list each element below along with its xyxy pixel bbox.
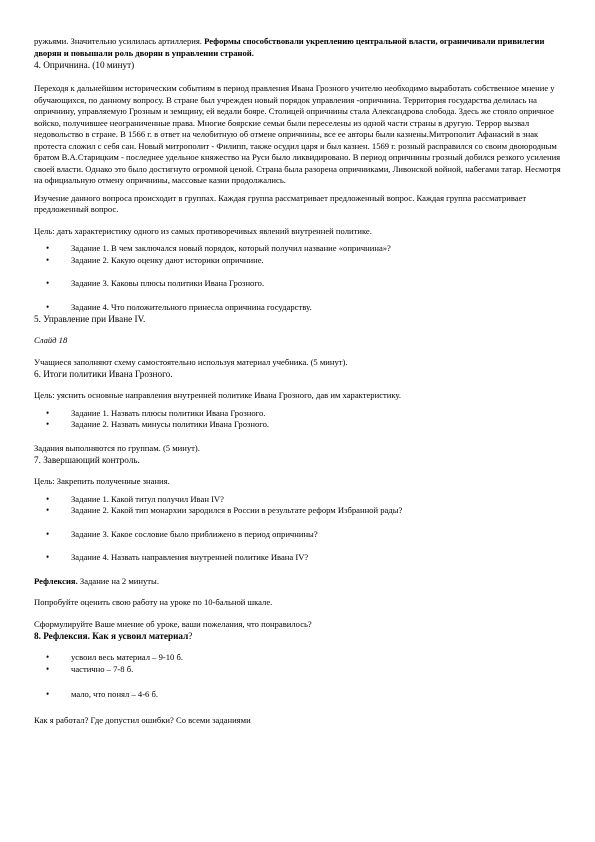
reflection-bold-label: Рефлексия. — [34, 575, 78, 586]
section-4-heading: 4. Опричнина. (10 минут) — [34, 60, 135, 70]
list-item: • Задание 4. Назвать направления внутренней политике Ивана IV? — [34, 552, 564, 564]
reflection-paragraph — [34, 576, 564, 588]
list-item: • Задание 4. Что положительного принесла опричнина государству. — [34, 302, 564, 314]
section-7-goal: Цель: Закрепить полученные знания. — [34, 476, 170, 486]
section-6-task-list — [34, 408, 564, 431]
list-item: • частично – 7-8 б. — [34, 664, 564, 676]
list-item: • Задание 2. Какую оценку дают историки опричнине. — [34, 255, 564, 267]
section-5-text: Учащиеся заполняют схему самостоятельно используя материал учебника. (5 минут). — [34, 356, 348, 367]
list-item: • усвоил весь материал – 9-10 б. — [34, 652, 564, 664]
reflection-text: Задание на 2 минуты. — [77, 575, 159, 586]
section-4-task-list — [34, 243, 564, 313]
section-8-heading-mark: ? — [188, 631, 193, 641]
section-8-heading-bold: 8. Рефлексия. Как я усвоил материал — [34, 631, 189, 641]
reflection-line-1: Попробуйте оценить свою работу на уроке по 10-бальной шкале. — [34, 597, 273, 607]
list-item: • Задание 3. Какое сословие было приближено в период опричнины? — [34, 529, 564, 541]
section-4-text: Переходя к дальнейшим историческим событиям в период правления Ивана Грозного учителю необходимо выработать собственное мнение у обучающихся, по данному вопросу. В стране был учрежден новый порядок управления -опричнина. Территория государства делилась на опричнину, управляемую Грозным и земщину, ей ведали бояре. Столицей опричнины стала Александрова слобода. Здесь же стояло опричное войско, получившее неограниченные права. Многие боярские семьи были переселены из одной части страны в другую. Террор вызвал недовольство в стране. В 1566 г. в ответ на челобитную об отмене опричнины, все ее авторы были казнены.Митрополит Афанасий в знак протеста сложил с себя сан. Новый митрополит - Филипп, также осудил царя и был казнен. 1569 г. розный расправился со своим двоюродным братом В.А.Старицким - последнее удельное княжество на Руси было ликвидировано. В период опричнины грозный добился резкого усиления своей власти. Однако это было достигнуто огромной ценой. Страна была разорена опричниками, Ливонской войной, набегами татар. Несмотря на официальную отмену опричнины, массовые казни продолжались. — [34, 83, 561, 185]
section-8-heading — [34, 630, 564, 642]
list-item: • Задание 1. В чем заключался новый порядок, который получил название «опричнина»? — [34, 243, 564, 255]
list-item: • мало, что понял – 4-6 б. — [34, 689, 564, 701]
document-page — [34, 36, 564, 726]
section-7-heading: 7. Завершающий контроль. — [34, 455, 140, 465]
section-4-goal: Цель: дать характеристику одного из самых противоречивых явлений внутренней политике. — [34, 225, 372, 236]
section-7-task-list — [34, 494, 564, 564]
list-item: • Задание 2. Назвать минусы политики Ивана Грозного. — [34, 419, 564, 431]
list-item: • Задание 3. Каковы плюсы политики Ивана Грозного. — [34, 278, 564, 290]
section-6-goal: Цель: уяснить основные направления внутренней политике Ивана Грозного, дав им характеристику. — [34, 390, 402, 400]
list-item: • Задание 1. Какой титул получил Иван IV? — [34, 494, 564, 506]
intro-text: ружьями. Значительно усилилась артиллерия. — [34, 36, 205, 46]
reflection-line-2: Сформулируйте Ваше мнение об уроке, ваши пожелания, что понравилось? — [34, 618, 312, 629]
closing-line: Как я работал? Где допустил ошибки? Со всеми заданиями — [34, 714, 251, 725]
section-6-heading: 6. Итоги политики Ивана Грозного. — [34, 369, 173, 379]
intro-paragraph — [34, 36, 564, 59]
intro-bold-text: Реформы способствовали укреплению центральной власти, ограничивали привилегии дворян и повышали роль дворян в управлении страной. — [34, 36, 545, 58]
list-item: • Задание 2. Какой тип монархии зародился в России в результате реформ Избранной рады? — [34, 505, 564, 517]
section-5-heading: 5. Управление при Иване IV. — [34, 314, 146, 324]
section-8-list — [34, 652, 564, 701]
section-6-note: Задания выполняются по группам. (5 минут). — [34, 442, 200, 453]
slide-reference: Слайд 18 — [34, 335, 68, 345]
list-item: • Задание 1. Назвать плюсы политики Ивана Грозного. — [34, 408, 564, 420]
section-4-groups: Изучение данного вопроса происходит в группах. Каждая группа рассматривает предложенный вопрос. Каждая группа рассматривает предложенный вопрос. — [34, 192, 527, 214]
